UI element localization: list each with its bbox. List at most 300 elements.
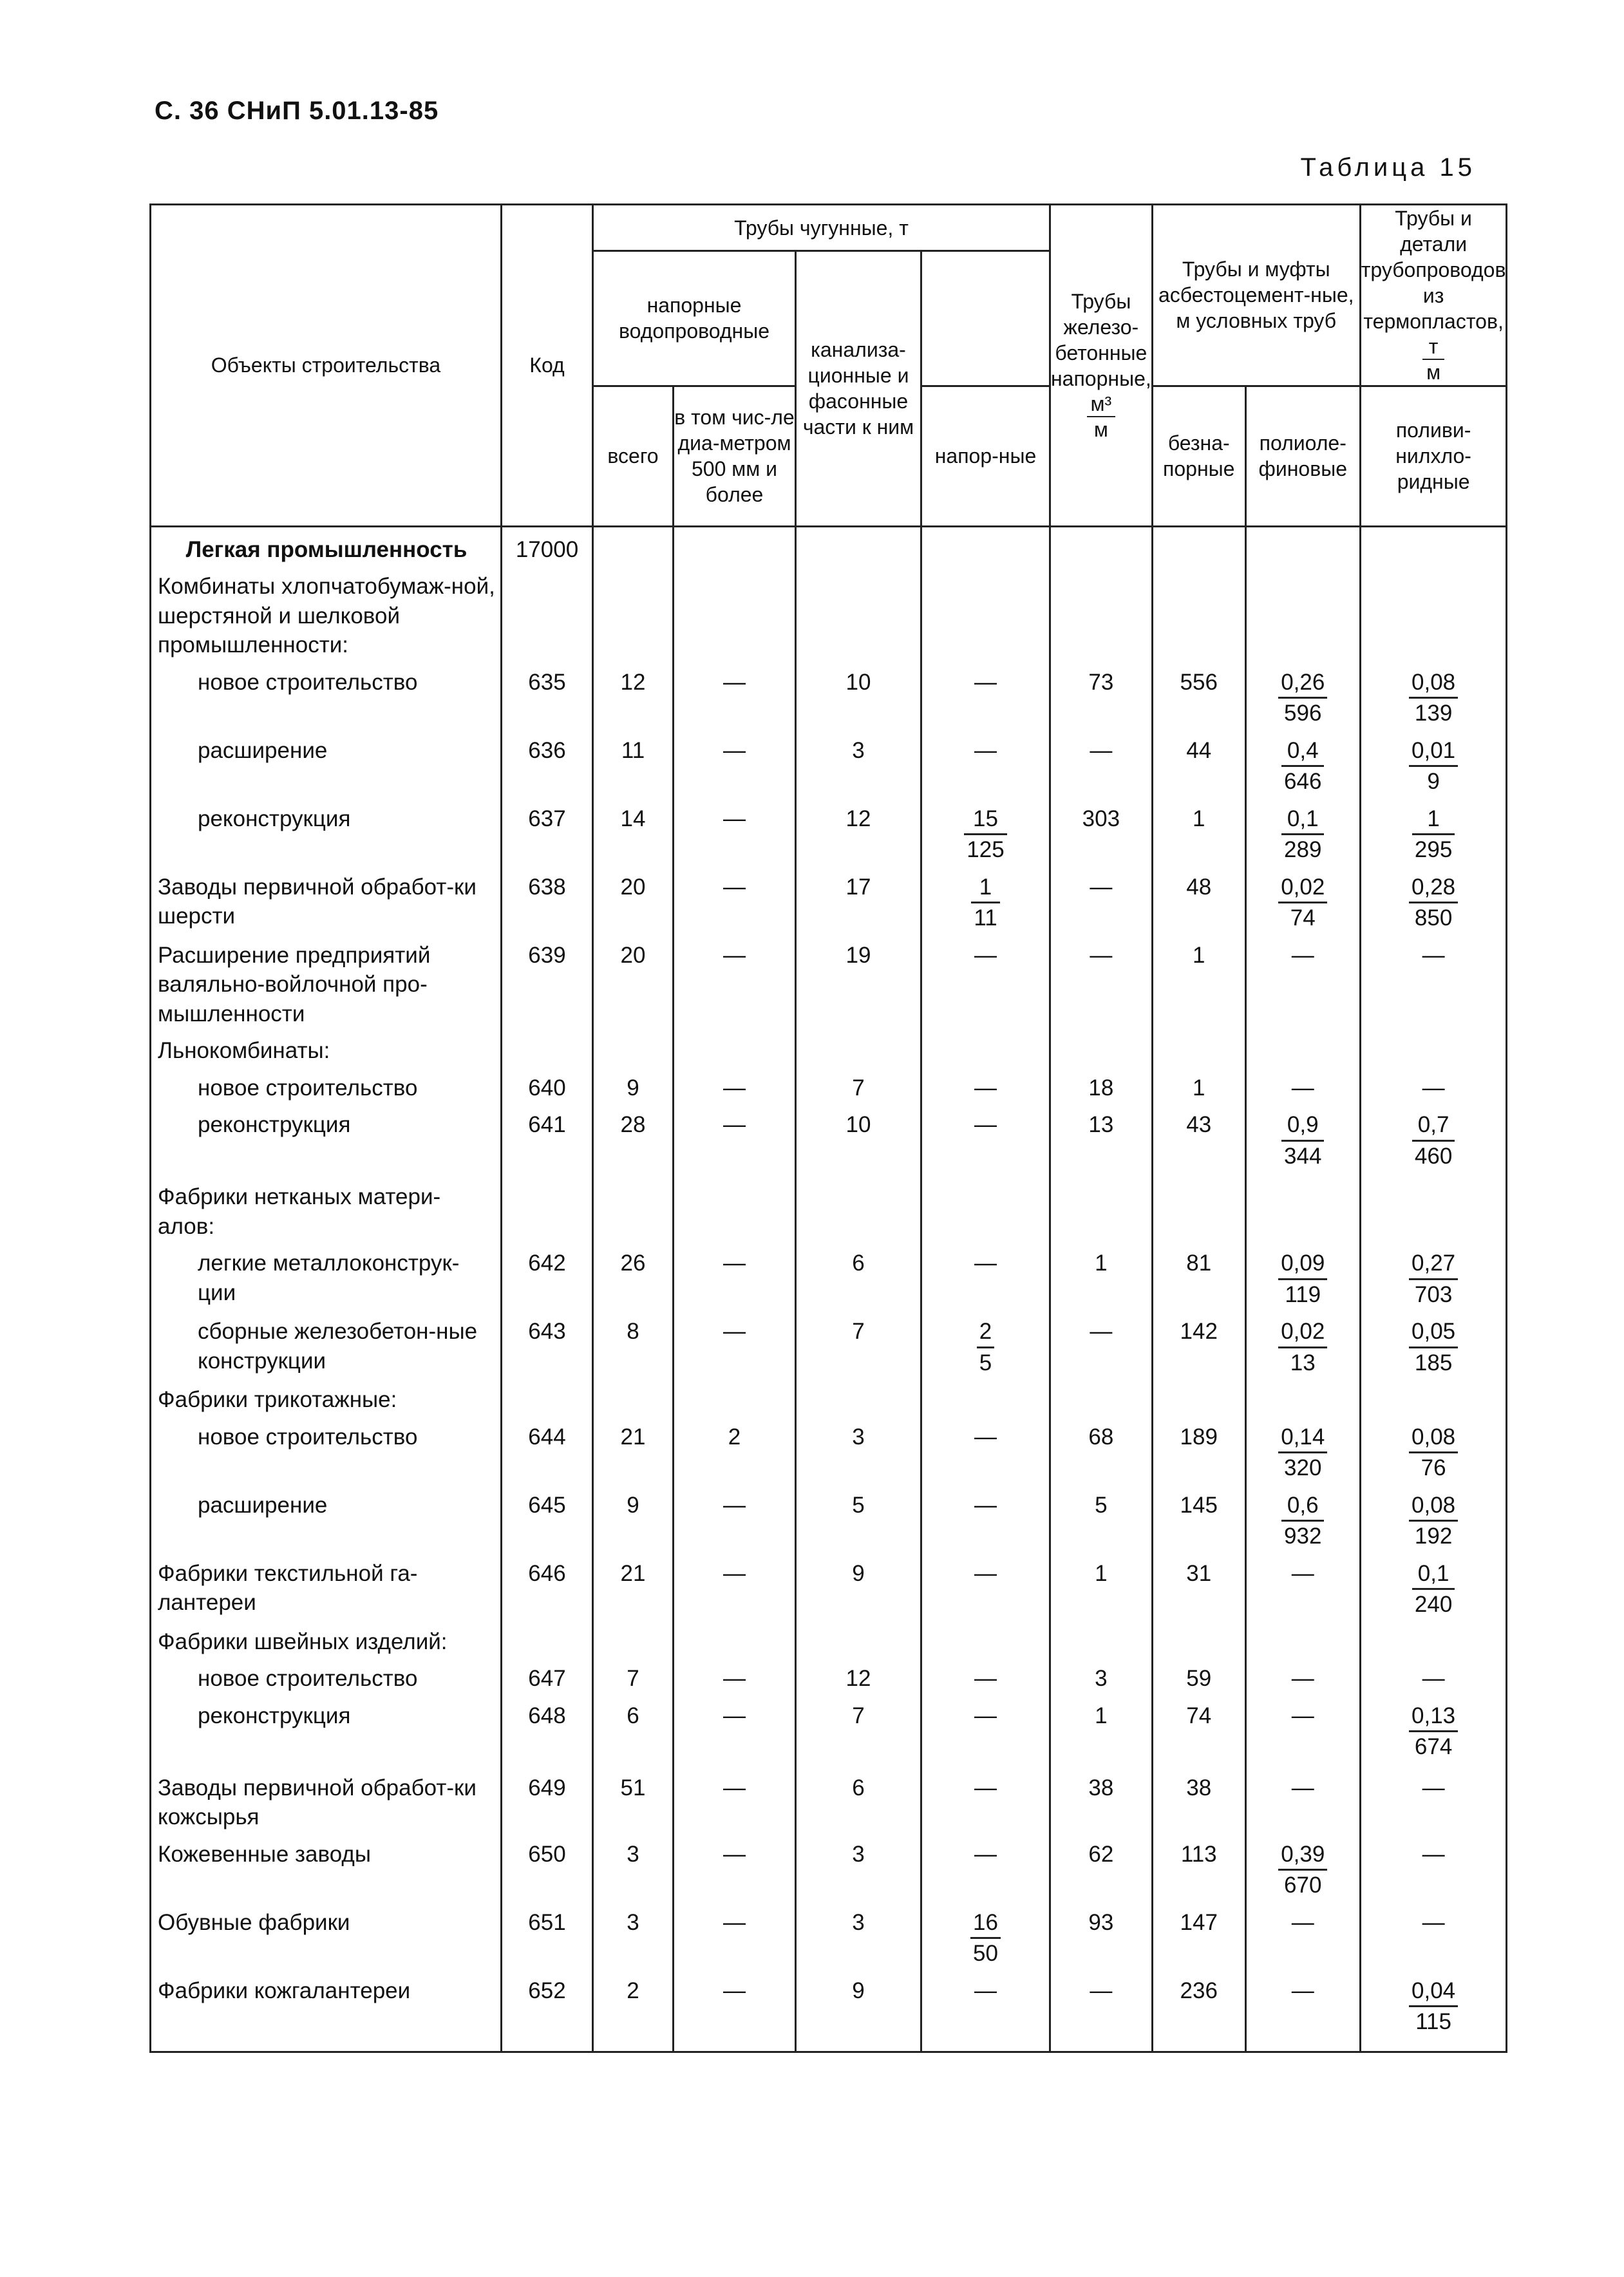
cell-sewer: 5 bbox=[796, 1483, 921, 1551]
fraction-numerator: 0,01 bbox=[1409, 736, 1458, 768]
cell-sewer: 3 bbox=[796, 1832, 921, 1900]
fraction-numerator: 0,05 bbox=[1409, 1317, 1458, 1348]
fraction-denominator: 139 bbox=[1414, 701, 1453, 726]
cell-asbestos-pressure: 13 bbox=[1050, 1102, 1153, 1175]
fraction-denominator: 289 bbox=[1284, 837, 1322, 863]
cell-asbestos-pressure bbox=[1050, 1028, 1153, 1066]
cell-asbestos-nonpressure bbox=[1152, 564, 1245, 660]
cell-rc-pipes: — bbox=[921, 660, 1050, 728]
cell-code: 645 bbox=[502, 1483, 593, 1551]
cell-asbestos-nonpressure: 59 bbox=[1152, 1656, 1245, 1694]
fraction-numerator: 0,14 bbox=[1278, 1422, 1327, 1454]
cell-code: 647 bbox=[502, 1656, 593, 1694]
cell-polyolefin bbox=[1245, 1483, 1360, 1551]
cell-diameter-500 bbox=[674, 1175, 796, 1241]
fraction-denominator: 125 bbox=[967, 837, 1005, 863]
fraction bbox=[1278, 873, 1327, 933]
cell-total: 20 bbox=[593, 933, 674, 1029]
cell-diameter-500: 2 bbox=[674, 1415, 796, 1483]
cell-asbestos-pressure: 1 bbox=[1050, 1694, 1153, 1766]
cell-asbestos-pressure: 73 bbox=[1050, 660, 1153, 728]
cell-pvc bbox=[1360, 1309, 1507, 1377]
cell-rc-pipes bbox=[921, 1175, 1050, 1241]
cell-asbestos-pressure: 18 bbox=[1050, 1066, 1153, 1103]
cell-asbestos-nonpressure: 43 bbox=[1152, 1102, 1245, 1175]
cell-rc-pipes: — bbox=[921, 1656, 1050, 1694]
cell-sewer bbox=[796, 1175, 921, 1241]
fraction-numerator: 0,28 bbox=[1409, 873, 1458, 904]
table-row bbox=[151, 564, 1507, 660]
cell-rc-pipes bbox=[921, 1900, 1050, 1969]
cell-rc-pipes: — bbox=[921, 1832, 1050, 1900]
fraction-denominator: 320 bbox=[1284, 1455, 1322, 1481]
fraction bbox=[971, 873, 999, 933]
cell-code: 646 bbox=[502, 1551, 593, 1620]
fraction-denominator: 670 bbox=[1284, 1873, 1322, 1898]
cell-asbestos-nonpressure: 113 bbox=[1152, 1832, 1245, 1900]
cell-asbestos-nonpressure: 236 bbox=[1152, 1969, 1245, 2052]
cell-pvc: — bbox=[1360, 1832, 1507, 1900]
cell-asbestos-pressure: 68 bbox=[1050, 1415, 1153, 1483]
fraction bbox=[1412, 1110, 1455, 1171]
fraction-numerator: 0,6 bbox=[1281, 1491, 1324, 1522]
cell-diameter-500 bbox=[674, 1028, 796, 1066]
cell-pvc bbox=[1360, 660, 1507, 728]
table-row bbox=[151, 1066, 1507, 1103]
cell-code: 17000 bbox=[502, 526, 593, 564]
cell-total: 3 bbox=[593, 1832, 674, 1900]
fraction bbox=[1409, 1976, 1458, 2037]
cell-sewer: 12 bbox=[796, 1656, 921, 1694]
cell-total: 12 bbox=[593, 660, 674, 728]
fraction-numerator: 0,08 bbox=[1409, 1422, 1458, 1454]
cell-sewer: 6 bbox=[796, 1766, 921, 1832]
table-row bbox=[151, 865, 1507, 933]
fraction bbox=[1409, 1317, 1458, 1377]
cell-sewer: 7 bbox=[796, 1694, 921, 1766]
header-thermo-unit bbox=[1422, 334, 1444, 385]
cell-polyolefin bbox=[1245, 1102, 1360, 1175]
cell-sewer: 3 bbox=[796, 1900, 921, 1969]
header-cast-iron: Трубы чугунные, т bbox=[593, 205, 1050, 251]
cell-asbestos-nonpressure: 1 bbox=[1152, 933, 1245, 1029]
fraction bbox=[1278, 1422, 1327, 1483]
cell-total: 21 bbox=[593, 1551, 674, 1620]
fraction bbox=[1278, 1249, 1327, 1309]
table-row bbox=[151, 1900, 1507, 1969]
fraction-numerator: 0,02 bbox=[1278, 1317, 1327, 1348]
table-row bbox=[151, 526, 1507, 564]
cell-rc-pipes bbox=[921, 1377, 1050, 1415]
fraction-numerator: 0,26 bbox=[1278, 668, 1327, 699]
table-label: Таблица 15 bbox=[1300, 153, 1476, 182]
cell-diameter-500: — bbox=[674, 865, 796, 933]
cell-diameter-500: — bbox=[674, 1656, 796, 1694]
cell-rc-pipes: — bbox=[921, 1483, 1050, 1551]
cell-total: 26 bbox=[593, 1241, 674, 1309]
fraction-denominator: 185 bbox=[1414, 1350, 1453, 1375]
fraction-numerator: 0,08 bbox=[1409, 668, 1458, 699]
cell-asbestos-pressure: — bbox=[1050, 728, 1153, 797]
cell-code bbox=[502, 564, 593, 660]
cell-code bbox=[502, 1377, 593, 1415]
row-name: Обувные фабрики bbox=[151, 1900, 502, 1969]
table-row bbox=[151, 1483, 1507, 1551]
cell-rc-pipes bbox=[921, 865, 1050, 933]
table-row bbox=[151, 1832, 1507, 1900]
cell-sewer: 12 bbox=[796, 797, 921, 865]
cell-pvc bbox=[1360, 865, 1507, 933]
cell-code: 636 bbox=[502, 728, 593, 797]
fraction-denominator: 76 bbox=[1421, 1455, 1446, 1481]
fraction-numerator: 0,39 bbox=[1278, 1840, 1327, 1871]
cell-asbestos-nonpressure: 147 bbox=[1152, 1900, 1245, 1969]
cell-total: 20 bbox=[593, 865, 674, 933]
cell-diameter-500: — bbox=[674, 1102, 796, 1175]
row-name: Фабрики текстильной га-лантереи bbox=[151, 1551, 502, 1620]
cell-asbestos-pressure: — bbox=[1050, 1309, 1153, 1377]
cell-polyolefin bbox=[1245, 1620, 1360, 1657]
cell-pvc bbox=[1360, 526, 1507, 564]
cell-asbestos-pressure: 62 bbox=[1050, 1832, 1153, 1900]
fraction-denominator: 5 bbox=[979, 1350, 992, 1375]
fraction-denominator: 74 bbox=[1290, 905, 1316, 931]
fraction bbox=[964, 804, 1006, 865]
cell-code bbox=[502, 1620, 593, 1657]
cell-rc-pipes: — bbox=[921, 728, 1050, 797]
fraction-denominator: 850 bbox=[1414, 905, 1453, 931]
cell-pvc bbox=[1360, 1102, 1507, 1175]
row-name: новое строительство bbox=[151, 1656, 502, 1694]
cell-diameter-500: — bbox=[674, 1900, 796, 1969]
cell-asbestos-nonpressure: 38 bbox=[1152, 1766, 1245, 1832]
cell-rc-pipes: — bbox=[921, 1415, 1050, 1483]
header-rc-unit bbox=[1087, 392, 1116, 442]
fraction bbox=[1409, 1249, 1458, 1309]
cell-diameter-500: — bbox=[674, 1832, 796, 1900]
cell-asbestos-nonpressure: 1 bbox=[1152, 797, 1245, 865]
cell-code: 641 bbox=[502, 1102, 593, 1175]
row-name: Заводы первичной обработ-ки кожсырья bbox=[151, 1766, 502, 1832]
cell-pvc: — bbox=[1360, 1066, 1507, 1103]
cell-pvc bbox=[1360, 1028, 1507, 1066]
cell-polyolefin: — bbox=[1245, 1900, 1360, 1969]
fraction bbox=[1281, 1491, 1324, 1551]
cell-pvc: — bbox=[1360, 1900, 1507, 1969]
fraction-numerator: 0,1 bbox=[1412, 1559, 1455, 1591]
header-asbestos: Трубы и муфты асбестоцемент-ные, м условных труб bbox=[1152, 205, 1360, 386]
cell-sewer: 7 bbox=[796, 1309, 921, 1377]
table-row bbox=[151, 1656, 1507, 1694]
cell-total bbox=[593, 526, 674, 564]
cell-code: 640 bbox=[502, 1066, 593, 1103]
cell-rc-pipes bbox=[921, 1620, 1050, 1657]
header-rc-label: Трубы железо-бетонные напорные, bbox=[1051, 290, 1151, 390]
row-name: новое строительство bbox=[151, 1415, 502, 1483]
cell-rc-pipes: — bbox=[921, 1241, 1050, 1309]
fraction-denominator: 344 bbox=[1284, 1143, 1322, 1169]
header-asb-nonpressure: безна-порные bbox=[1152, 386, 1245, 526]
fraction-numerator: 0,1 bbox=[1281, 804, 1324, 836]
cell-asbestos-pressure bbox=[1050, 1175, 1153, 1241]
table-row bbox=[151, 1969, 1507, 2052]
cell-diameter-500: — bbox=[674, 1066, 796, 1103]
cell-total: 14 bbox=[593, 797, 674, 865]
cell-polyolefin bbox=[1245, 660, 1360, 728]
cell-sewer bbox=[796, 526, 921, 564]
cell-asbestos-nonpressure bbox=[1152, 1620, 1245, 1657]
cell-code: 649 bbox=[502, 1766, 593, 1832]
cell-asbestos-nonpressure: 81 bbox=[1152, 1241, 1245, 1309]
cell-polyolefin: — bbox=[1245, 1066, 1360, 1103]
cell-asbestos-pressure: — bbox=[1050, 865, 1153, 933]
cell-asbestos-nonpressure: 1 bbox=[1152, 1066, 1245, 1103]
row-name: Комбинаты хлопчатобумаж-ной, шерстяной и шелковой промышленности: bbox=[151, 564, 502, 660]
cell-total: 9 bbox=[593, 1066, 674, 1103]
cell-pvc bbox=[1360, 1377, 1507, 1415]
row-name: расширение bbox=[151, 1483, 502, 1551]
cell-pvc bbox=[1360, 564, 1507, 660]
cell-asbestos-pressure: 303 bbox=[1050, 797, 1153, 865]
table-row bbox=[151, 728, 1507, 797]
cell-rc-pipes bbox=[921, 1028, 1050, 1066]
cell-asbestos-pressure bbox=[1050, 526, 1153, 564]
cell-asbestos-pressure bbox=[1050, 1377, 1153, 1415]
fraction-numerator: 0,13 bbox=[1409, 1701, 1458, 1733]
fraction-denominator: 240 bbox=[1414, 1592, 1453, 1618]
row-name: новое строительство bbox=[151, 660, 502, 728]
cell-asbestos-nonpressure bbox=[1152, 1028, 1245, 1066]
cell-asbestos-pressure: 93 bbox=[1050, 1900, 1153, 1969]
cell-sewer: 6 bbox=[796, 1241, 921, 1309]
cell-rc-pipes bbox=[921, 564, 1050, 660]
row-name: Кожевенные заводы bbox=[151, 1832, 502, 1900]
header-pvc: поливи-нилхло-ридные bbox=[1360, 386, 1507, 526]
row-name: Расширение предприятий валяльно-войлочной про-мышленности bbox=[151, 933, 502, 1029]
header-asb-pressure: напор-ные bbox=[921, 386, 1050, 526]
cell-asbestos-nonpressure bbox=[1152, 1175, 1245, 1241]
cell-pvc: — bbox=[1360, 933, 1507, 1029]
cell-sewer: 17 bbox=[796, 865, 921, 933]
cell-code: 652 bbox=[502, 1969, 593, 2052]
cell-asbestos-nonpressure: 31 bbox=[1152, 1551, 1245, 1620]
header-code: Код bbox=[502, 205, 593, 527]
fraction-numerator: 15 bbox=[964, 804, 1006, 836]
cell-asbestos-pressure: — bbox=[1050, 1969, 1153, 2052]
fraction-numerator: 0,9 bbox=[1281, 1110, 1324, 1142]
fraction-numerator: 0,27 bbox=[1409, 1249, 1458, 1280]
cell-rc-pipes: — bbox=[921, 1694, 1050, 1766]
cell-asbestos-pressure: 1 bbox=[1050, 1241, 1153, 1309]
cell-asbestos-nonpressure bbox=[1152, 1377, 1245, 1415]
table-row bbox=[151, 1241, 1507, 1309]
fraction bbox=[970, 1908, 1001, 1969]
header-rc-pipes bbox=[1050, 205, 1153, 527]
header-objects: Объекты строительства bbox=[151, 205, 502, 527]
cell-polyolefin bbox=[1245, 1241, 1360, 1309]
cell-diameter-500: — bbox=[674, 933, 796, 1029]
cell-rc-pipes: — bbox=[921, 933, 1050, 1029]
fraction bbox=[1409, 1701, 1458, 1762]
fraction bbox=[1278, 1840, 1327, 1900]
cell-total: 7 bbox=[593, 1656, 674, 1694]
cell-total: 51 bbox=[593, 1766, 674, 1832]
fraction-denominator: 115 bbox=[1415, 2009, 1451, 2035]
cell-polyolefin: — bbox=[1245, 1656, 1360, 1694]
table-row bbox=[151, 1102, 1507, 1175]
row-name: Легкая промышленность bbox=[151, 526, 502, 564]
cell-diameter-500 bbox=[674, 526, 796, 564]
fraction-denominator: 50 bbox=[973, 1941, 998, 1967]
fraction-denominator: 674 bbox=[1414, 1734, 1453, 1760]
cell-asbestos-nonpressure: 189 bbox=[1152, 1415, 1245, 1483]
cell-code: 651 bbox=[502, 1900, 593, 1969]
fraction-numerator: 0,09 bbox=[1278, 1249, 1327, 1280]
cell-diameter-500: — bbox=[674, 1969, 796, 2052]
cell-pvc bbox=[1360, 728, 1507, 797]
cell-pvc bbox=[1360, 1483, 1507, 1551]
rc-unit-numerator: м³ bbox=[1087, 392, 1116, 417]
fraction bbox=[1281, 1110, 1324, 1171]
cell-polyolefin bbox=[1245, 728, 1360, 797]
cell-code: 643 bbox=[502, 1309, 593, 1377]
cell-asbestos-pressure: 3 bbox=[1050, 1656, 1153, 1694]
cell-code bbox=[502, 1175, 593, 1241]
cell-rc-pipes: — bbox=[921, 1969, 1050, 2052]
data-table bbox=[149, 203, 1507, 2053]
cell-polyolefin bbox=[1245, 1309, 1360, 1377]
cell-sewer: 19 bbox=[796, 933, 921, 1029]
row-name: новое строительство bbox=[151, 1066, 502, 1103]
cell-asbestos-nonpressure: 556 bbox=[1152, 660, 1245, 728]
table-row bbox=[151, 1309, 1507, 1377]
table-body bbox=[151, 526, 1507, 2052]
cell-total: 21 bbox=[593, 1415, 674, 1483]
cell-code: 642 bbox=[502, 1241, 593, 1309]
cell-code: 648 bbox=[502, 1694, 593, 1766]
cell-pvc bbox=[1360, 1694, 1507, 1766]
fraction bbox=[1278, 1317, 1327, 1377]
fraction-denominator: 295 bbox=[1414, 837, 1453, 863]
cell-sewer: 10 bbox=[796, 660, 921, 728]
cell-sewer: 10 bbox=[796, 1102, 921, 1175]
fraction-denominator: 460 bbox=[1414, 1143, 1453, 1169]
cell-polyolefin: — bbox=[1245, 1694, 1360, 1766]
rc-unit-denominator: м bbox=[1093, 418, 1108, 442]
table-row bbox=[151, 797, 1507, 865]
table-row bbox=[151, 933, 1507, 1029]
fraction-numerator: 1 bbox=[1412, 804, 1455, 836]
cell-sewer bbox=[796, 1377, 921, 1415]
row-name: Фабрики трикотажные: bbox=[151, 1377, 502, 1415]
cell-total bbox=[593, 1028, 674, 1066]
cell-rc-pipes bbox=[921, 797, 1050, 865]
cell-total bbox=[593, 1620, 674, 1657]
cell-asbestos-pressure: — bbox=[1050, 933, 1153, 1029]
cell-total bbox=[593, 1175, 674, 1241]
table-row bbox=[151, 1377, 1507, 1415]
cell-total: 2 bbox=[593, 1969, 674, 2052]
cell-asbestos-nonpressure: 74 bbox=[1152, 1694, 1245, 1766]
row-name: реконструкция bbox=[151, 1694, 502, 1766]
table-row bbox=[151, 1620, 1507, 1657]
table-row bbox=[151, 1766, 1507, 1832]
cell-asbestos-nonpressure: 142 bbox=[1152, 1309, 1245, 1377]
cell-rc-pipes bbox=[921, 1309, 1050, 1377]
cell-sewer bbox=[796, 1620, 921, 1657]
cell-asbestos-pressure: 5 bbox=[1050, 1483, 1153, 1551]
cell-polyolefin bbox=[1245, 797, 1360, 865]
table-row bbox=[151, 1175, 1507, 1241]
fraction bbox=[1409, 668, 1458, 728]
cell-diameter-500: — bbox=[674, 728, 796, 797]
cell-polyolefin: — bbox=[1245, 933, 1360, 1029]
cell-total: 6 bbox=[593, 1694, 674, 1766]
table-row bbox=[151, 660, 1507, 728]
cell-total: 8 bbox=[593, 1309, 674, 1377]
table-row bbox=[151, 1694, 1507, 1766]
header-sewer: канализа-ционные и фасонные части к ним bbox=[796, 251, 921, 527]
cell-total: 11 bbox=[593, 728, 674, 797]
cell-polyolefin: — bbox=[1245, 1969, 1360, 2052]
cell-total: 9 bbox=[593, 1483, 674, 1551]
fraction-numerator: 0,02 bbox=[1278, 873, 1327, 904]
fraction bbox=[1409, 736, 1458, 797]
table-row bbox=[151, 1415, 1507, 1483]
cell-pvc: — bbox=[1360, 1766, 1507, 1832]
cell-diameter-500 bbox=[674, 564, 796, 660]
cell-total: 3 bbox=[593, 1900, 674, 1969]
cell-polyolefin bbox=[1245, 1415, 1360, 1483]
cell-code bbox=[502, 1028, 593, 1066]
row-name: Льнокомбинаты: bbox=[151, 1028, 502, 1066]
cell-rc-pipes: — bbox=[921, 1066, 1050, 1103]
row-name: реконструкция bbox=[151, 1102, 502, 1175]
cell-asbestos-nonpressure: 145 bbox=[1152, 1483, 1245, 1551]
row-name: Фабрики нетканых матери-алов: bbox=[151, 1175, 502, 1241]
cell-polyolefin bbox=[1245, 1175, 1360, 1241]
fraction bbox=[1409, 1422, 1458, 1483]
fraction bbox=[1412, 1559, 1455, 1620]
cell-diameter-500: — bbox=[674, 797, 796, 865]
cell-pvc bbox=[1360, 1620, 1507, 1657]
cell-diameter-500 bbox=[674, 1620, 796, 1657]
cell-total bbox=[593, 564, 674, 660]
fraction-denominator: 9 bbox=[1427, 769, 1440, 795]
cell-sewer: 9 bbox=[796, 1551, 921, 1620]
cell-polyolefin: — bbox=[1245, 1551, 1360, 1620]
cell-pvc bbox=[1360, 797, 1507, 865]
fraction-denominator: 646 bbox=[1284, 769, 1322, 795]
cell-diameter-500: — bbox=[674, 1241, 796, 1309]
cell-rc-pipes: — bbox=[921, 1766, 1050, 1832]
header-polyolefin: полиоле-финовые bbox=[1245, 386, 1360, 526]
cell-pvc bbox=[1360, 1241, 1507, 1309]
cell-asbestos-pressure bbox=[1050, 564, 1153, 660]
fraction-denominator: 119 bbox=[1285, 1281, 1321, 1307]
fraction-denominator: 932 bbox=[1284, 1524, 1322, 1549]
row-name: легкие металлоконструк-ции bbox=[151, 1241, 502, 1309]
cell-asbestos-pressure: 38 bbox=[1050, 1766, 1153, 1832]
cell-polyolefin bbox=[1245, 1028, 1360, 1066]
cell-diameter-500 bbox=[674, 1377, 796, 1415]
header-thermo bbox=[1360, 205, 1507, 386]
fraction bbox=[1281, 804, 1324, 865]
header-incl-500: в том чис-ле диа-метром 500 мм и более bbox=[674, 386, 796, 526]
row-name: расширение bbox=[151, 728, 502, 797]
cell-diameter-500: — bbox=[674, 1483, 796, 1551]
page-header: С. 36 СНиП 5.01.13-85 bbox=[155, 97, 439, 125]
